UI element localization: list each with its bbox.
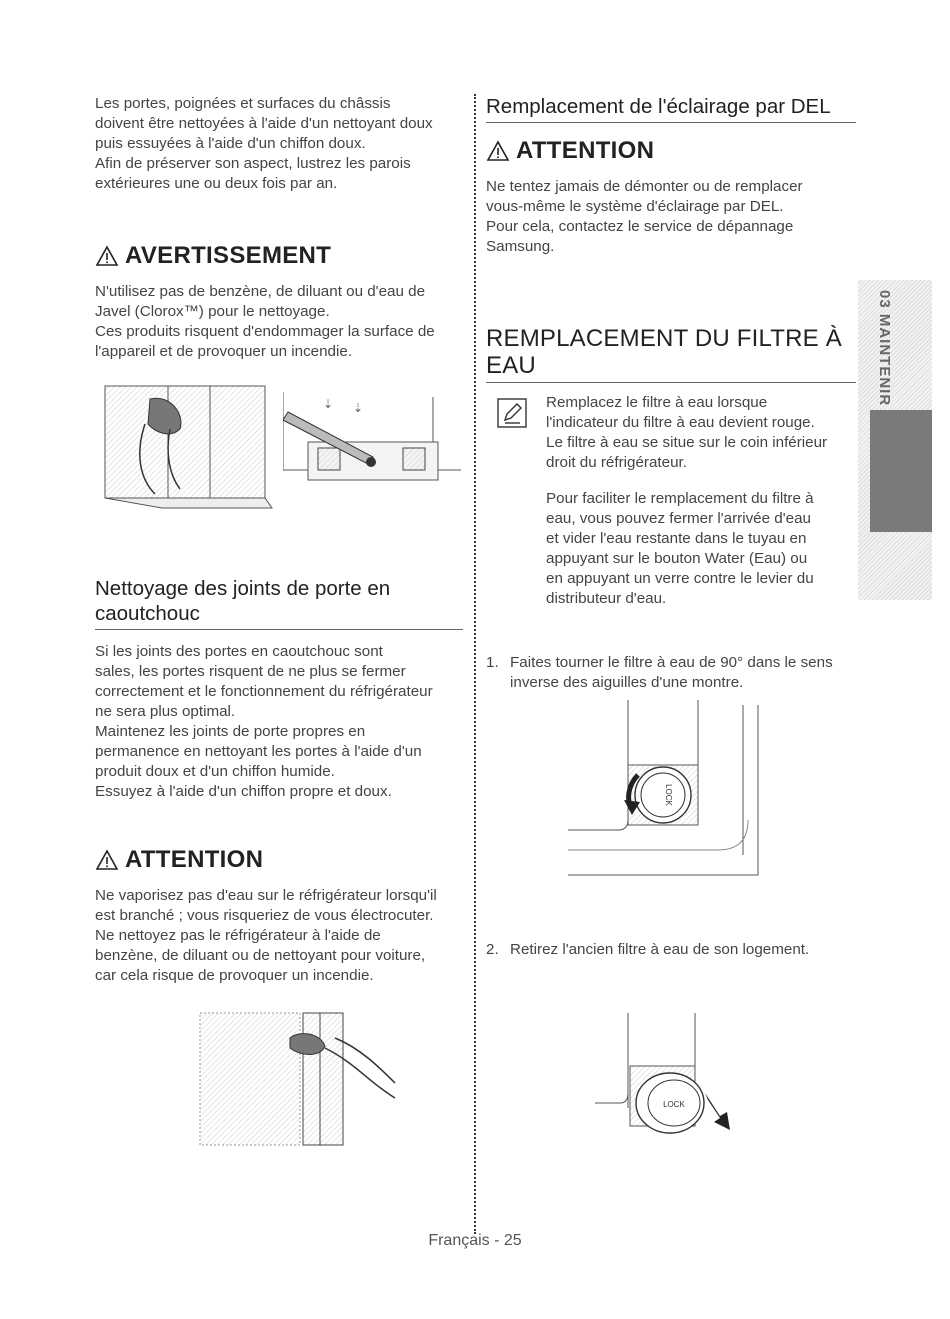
gasket-section [95,576,463,986]
warning-triangle-icon [486,140,510,162]
step-1: 1. Faites tourner le filtre à eau de 90° dans le sens inverse des aiguilles d'une montre. [486,654,833,691]
warning-text: N'utilisez pas de benzène, de diluant ou d'eau de Javel (Clorox™) pour le nettoyage. Ces produits risquent d'endommager la surface de l'appareil et de provoquer un incendie. [95,283,435,360]
warning-triangle-icon [95,245,119,267]
intro-paragraph: Les portes, poignées et surfaces du châssis doivent être nettoyées à l'aide d'un nettoyant doux puis essuyées à l'aide d'un chiffon doux. Afin de préserver son aspect, lustrez les parois extérieures une ou deux fois par an. [95,95,433,192]
gasket-text: Si les joints des portes en caoutchouc sont sales, les portes risquent de ne plus se fermer correctement et le fonctionnement du réfrigérateur ne sera plus optimal. Maintenez les joints de porte propres en permanence en nettoyant les portes à l'aide d'un produit doux et d'un chiffon humide. Essuyez à l'aide d'un chiffon propre et doux. [95,643,433,800]
rotate-filter-illustration [568,700,768,880]
led-heading: Remplacement de l'éclairage par DEL [486,94,856,123]
gasket-heading: Nettoyage des joints de porte en caoutchouc [95,576,463,630]
chapter-label: 03 MAINTENIR [876,290,893,407]
note-text-1: Remplacez le filtre à eau lorsque l'indicateur du filtre à eau devient rouge. Le filtre à eau se situe sur le coin inférieur droit du réfrigérateur. [546,394,828,471]
caution-text-right: Ne tentez jamais de démonter ou de remplacer vous-même le système d'éclairage par DEL. Pour cela, contactez le service de dépannage Samsung. [486,178,803,255]
right-column [486,94,856,693]
cleaning-door-illustration [100,384,275,514]
left-column [95,94,463,362]
wiping-door-illustration [195,1008,400,1148]
warning-triangle-icon [95,849,119,871]
chapter-marker [870,410,932,532]
caution-title-left: ATTENTION [95,846,463,874]
filter-heading: REMPLACEMENT DU FILTRE À EAU [486,325,856,383]
warning-title: AVERTISSEMENT [95,242,463,270]
note-pencil-icon [496,397,528,429]
svg-text:⇣: ⇣ [323,397,334,411]
step-2-section [486,940,856,960]
column-divider [474,94,476,1234]
note-text-2: Pour faciliter le remplacement du filtre à eau, vous pouvez fermer l'arrivée d'eau et vider l'eau restante dans le tuyau en appuyant sur le bouton Water (Eau) ou en appuyant un verre contre le levier du distributeur d'eau. [546,490,814,607]
caution-text-left: Ne vaporisez pas d'eau sur le réfrigérateur lorsqu'il est branché ; vous risqueriez de vous électrocuter. Ne nettoyez pas le réfrigérateur à l'aide de benzène, de diluant ou de nettoyant pour voiture, car cela risque de provoquer un incendie. [95,887,437,984]
step-2: 2. Retirez l'ancien filtre à eau de son logement. [486,941,810,958]
filter-note [486,393,856,609]
chapter-side-tab [858,280,932,600]
vacuum-grille-illustration [283,392,461,497]
svg-text:LOCK: LOCK [664,784,673,806]
remove-filter-illustration [590,1008,740,1138]
caution-title-right: ATTENTION [486,137,856,165]
page-footer: Français - 25 [428,1232,522,1249]
svg-text:⇣: ⇣ [353,401,364,415]
svg-text:LOCK: LOCK [663,1100,685,1109]
